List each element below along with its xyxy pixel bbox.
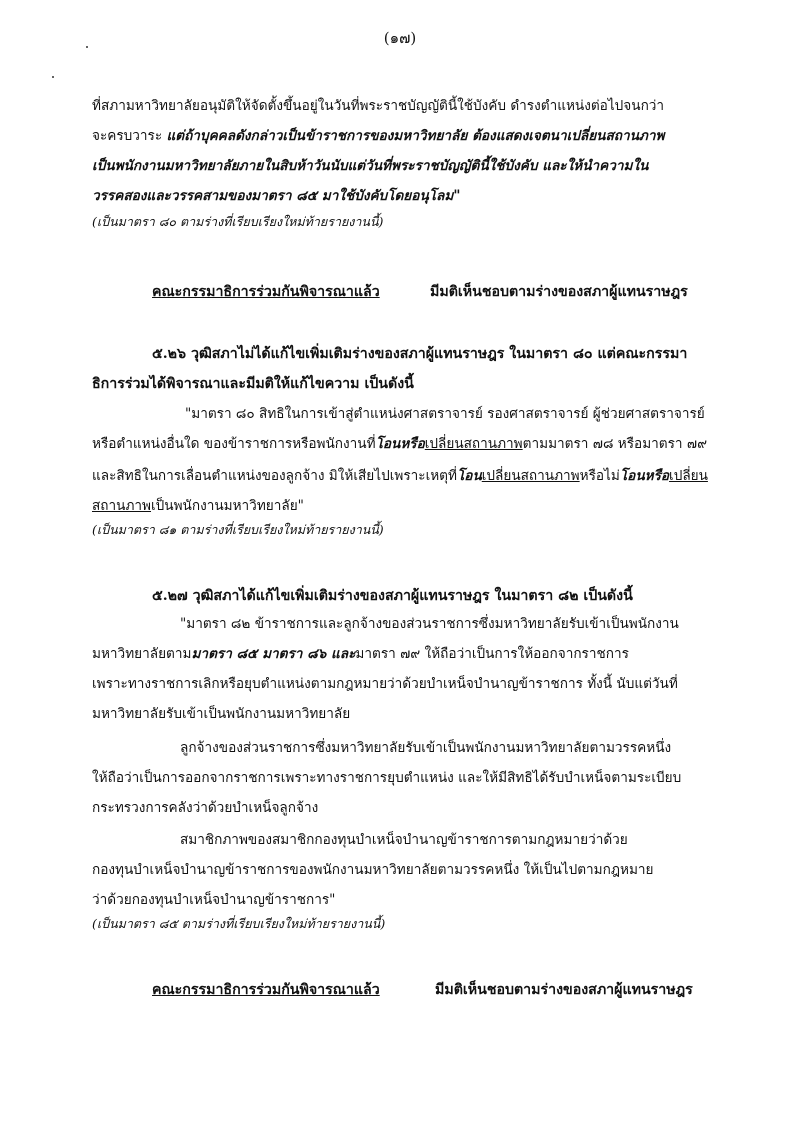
underlined-text: สถานภาพ xyxy=(92,498,152,514)
text-segment: เป็นพนักงานมหาวิทยาลัย" xyxy=(151,498,304,514)
quoted-text xyxy=(92,466,708,486)
quoted-text: ลูกจ้างของส่วนราชการซึ่งมหาวิทยาลัยรับเข้าเป็นพนักงานมหาวิทยาลัยตามวรรคหนึ่ง xyxy=(180,740,672,756)
quoted-text xyxy=(92,496,304,516)
text-segment: หรือไม่ xyxy=(579,468,620,484)
emphasis-text: มาตรา ๘๕ มาตรา ๘๖ และ xyxy=(191,646,356,662)
committee-resolution: มีมติเห็นชอบตามร่างของสภาผู้แทนราษฎร xyxy=(430,284,688,300)
section-note: (เป็นมาตรา ๘๐ ตามร่างที่เรียบเรียงใหม่ท้ายรายงานนี้) xyxy=(92,214,384,229)
quoted-text: ให้ถือว่าเป็นการออกจากราชการเพราะทางราชการยุบตำแหน่ง และให้มีสิทธิได้รับบำเหน็จตามระเบียบ xyxy=(92,770,682,786)
emphasis-line: เป็นพนักงานมหาวิทยาลัยภายในสิบห้าวันนับแต่วันที่พระราชบัญญัตินี้ใช้บังคับ และให้นำความใน xyxy=(92,158,649,174)
quoted-text xyxy=(92,644,629,664)
committee-heading: คณะกรรมาธิการร่วมกันพิจารณาแล้ว xyxy=(152,982,380,998)
quoted-text: กองทุนบำเหน็จบำนาญข้าราชการของพนักงานมหาวิทยาลัยตามวรรคหนึ่ง ให้เป็นไปตามกฎหมาย xyxy=(92,862,654,878)
quoted-text: "มาตรา ๘๐ สิทธิในการเข้าสู่ตำแหน่งศาสตราจารย์ รองศาสตราจารย์ ผู้ช่วยศาสตราจารย์ xyxy=(185,406,705,422)
quoted-text: กระทรวงการคลังว่าด้วยบำเหน็จลูกจ้าง xyxy=(92,800,319,816)
scan-speck xyxy=(86,46,88,48)
emphasis-line: วรรคสองและวรรคสามของมาตรา ๘๕ มาใช้บังคับโดยอนุโลม" xyxy=(92,188,461,204)
section-heading: ธิการร่วมได้พิจารณาและมีมติให้แก้ไขความ เป็นดังนี้ xyxy=(92,376,414,392)
section-note: (เป็นมาตรา ๘๕ ตามร่างที่เรียบเรียงใหม่ท้ายรายงานนี้) xyxy=(92,916,386,931)
quoted-text: มหาวิทยาลัยรับเข้าเป็นพนักงานมหาวิทยาลัย xyxy=(92,706,351,722)
quoted-text: ว่าด้วยกองทุนบำเหน็จบำนาญข้าราชการ" xyxy=(92,892,336,908)
text-segment: หรือตำแหน่งอื่นใด ของข้าราชการหรือพนักงานที่ xyxy=(92,436,376,452)
section-heading: ๕.๒๗ วุฒิสภาได้แก้ไขเพิ่มเติมร่างของสภาผู้แทนราษฎร ในมาตรา ๘๒ เป็นดังนี้ xyxy=(152,588,633,604)
section-note: (เป็นมาตรา ๘๑ ตามร่างที่เรียบเรียงใหม่ท้ายรายงานนี้) xyxy=(92,522,384,537)
text-segment: และสิทธิในการเลื่อนตำแหน่งของลูกจ้าง มิให้เสียไปเพราะเหตุที่ xyxy=(92,468,457,484)
quoted-text: สมาชิกภาพของสมาชิกกองทุนบำเหน็จบำนาญข้าราชการตามกฎหมายว่าด้วย xyxy=(180,832,628,848)
text-segment: มาตรา ๗๙ ให้ถือว่าเป็นการให้ออกจากราชการ xyxy=(355,646,629,662)
emphasis-text: โอน xyxy=(456,468,482,484)
paragraph-line xyxy=(92,126,664,146)
quoted-text: "มาตรา ๘๒ ข้าราชการและลูกจ้างของส่วนราชการซึ่งมหาวิทยาลัยรับเข้าเป็นพนักงาน xyxy=(180,616,679,632)
underlined-text: เปลี่ยน xyxy=(669,468,708,484)
emphasis-text: โอนหรือ xyxy=(619,468,670,484)
committee-resolution: มีมติเห็นชอบตามร่างของสภาผู้แทนราษฎร xyxy=(435,982,693,998)
emphasis-text: โอนหรือ xyxy=(375,436,425,452)
committee-heading: คณะกรรมาธิการร่วมกันพิจารณาแล้ว xyxy=(152,284,380,300)
text-segment: จะครบวาระ xyxy=(92,128,167,144)
quoted-text: เพราะทางราชการเลิกหรือยุบตำแหน่งตามกฎหมายว่าด้วยบำเหน็จบำนาญข้าราชการ ทั้งนี้ นับแต่วันที่ xyxy=(92,676,678,692)
underlined-text: เปลี่ยนสถานภาพ xyxy=(424,436,523,452)
emphasis-text: แต่ถ้าบุคคลดังกล่าวเป็นข้าราชการของมหาวิทยาลัย ต้องแสดงเจตนาเปลี่ยนสถานภาพ xyxy=(166,128,665,144)
text-segment: ตามมาตรา ๗๘ หรือมาตรา ๗๙ xyxy=(522,436,708,452)
scan-speck xyxy=(52,76,54,78)
paragraph-line: ที่สภามหาวิทยาลัยอนุมัติให้จัดตั้งขึ้นอยู่ในวันที่พระราชบัญญัตินี้ใช้บังคับ ดำรงตำแหน่งต่อไปจนกว่า xyxy=(92,98,665,114)
page-number: (๑๗) xyxy=(383,29,417,47)
quoted-text xyxy=(92,434,707,454)
text-segment: มหาวิทยาลัยตาม xyxy=(92,646,192,662)
section-heading: ๕.๒๖ วุฒิสภาไม่ได้แก้ไขเพิ่มเติมร่างของสภาผู้แทนราษฎร ในมาตรา ๘๐ แต่คณะกรรมา xyxy=(152,346,688,362)
underlined-text: เปลี่ยนสถานภาพ xyxy=(481,468,580,484)
